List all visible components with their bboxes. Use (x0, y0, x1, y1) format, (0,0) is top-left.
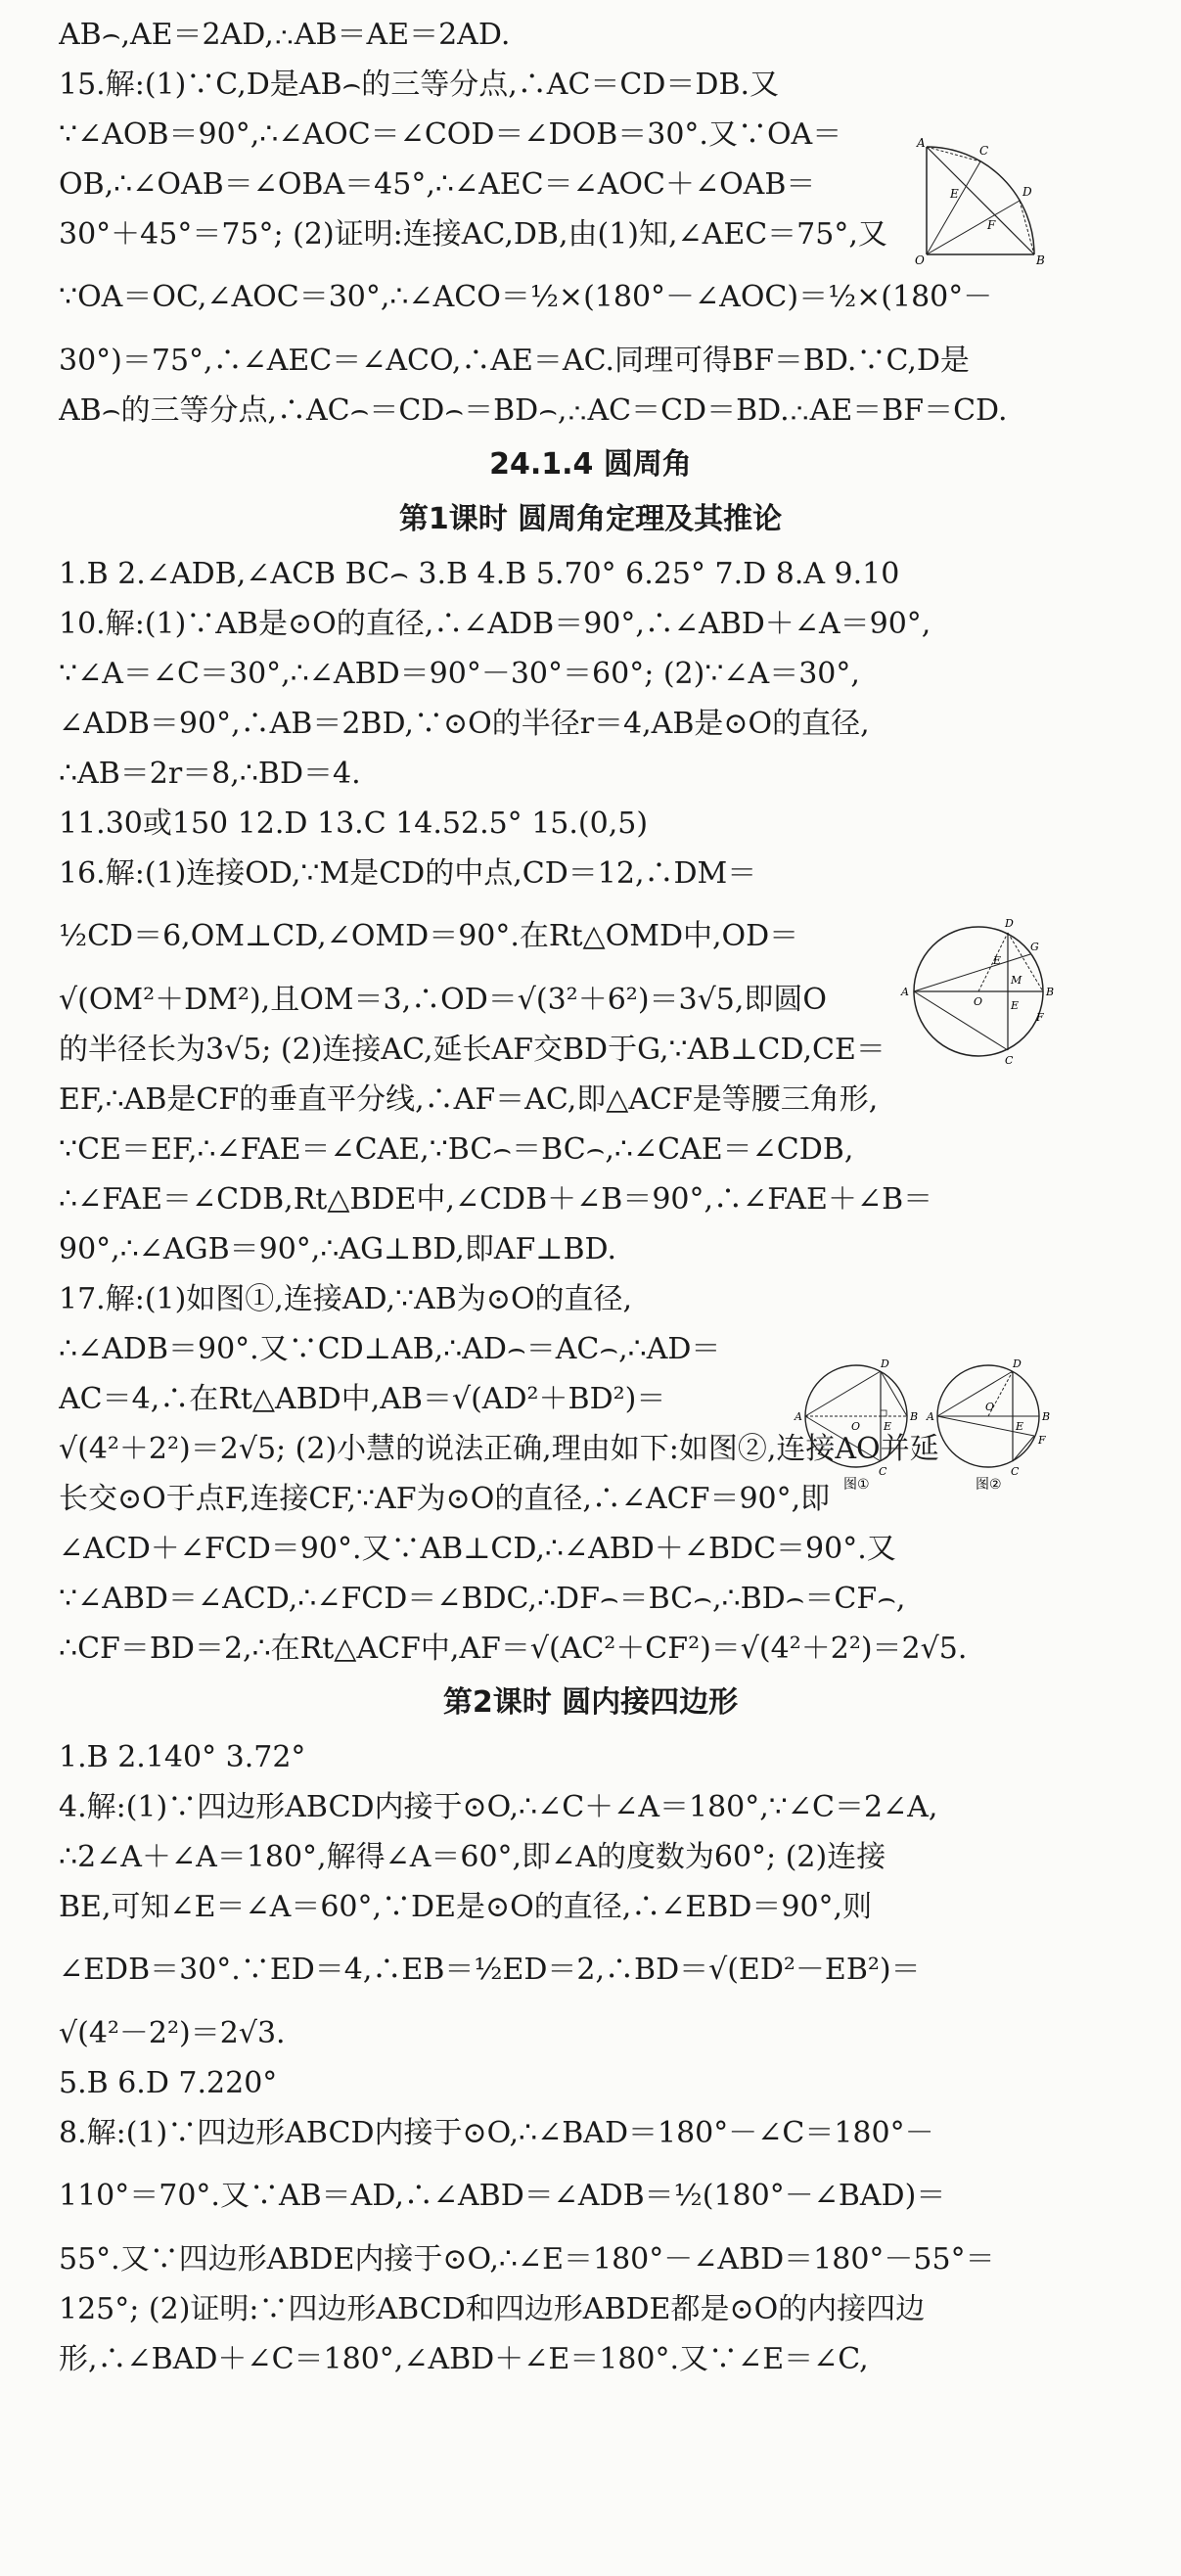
text-line: 8.解:(1)∵四边形ABCD内接于⊙O,∴∠BAD＝180°－∠C＝180°－ (59, 2116, 934, 2150)
text-line: ∵∠AOB＝90°,∴∠AOC＝∠COD＝∠DOB＝30°.又∵OA＝ (59, 117, 842, 152)
fig-label: E (1011, 999, 1020, 1012)
fig-label: A (795, 1410, 802, 1423)
text-line: OB,∴∠OAB＝∠OBA＝45°,∴∠AEC＝∠AOC＋∠OAB＝ (59, 167, 816, 202)
fig-label: B (1042, 1410, 1051, 1423)
text-line: 4.解:(1)∵四边形ABCD内接于⊙O,∴∠C＋∠A＝180°,∵∠C＝2∠A, (59, 1790, 938, 1824)
fig-label: M (1011, 974, 1022, 987)
text-line: ∵∠ABD＝∠ACD,∴∠FCD＝∠BDC,∴DF⌢＝BC⌢,∴BD⌢＝CF⌢, (59, 1582, 906, 1616)
lesson-title: 第1课时 圆周角定理及其推论 (398, 502, 783, 536)
fig-label: E (884, 1420, 892, 1433)
text-line: √(4²－2²)＝2√3. (59, 2016, 286, 2050)
lesson-title: 第2课时 圆内接四边形 (442, 1685, 739, 1720)
text-line: √(4²＋2²)＝2√5; (2)小慧的说法正确,理由如下:如图②,连接AO并延 (59, 1432, 939, 1466)
fig-label: D (881, 1357, 889, 1370)
problem-16-block (59, 849, 871, 1025)
text-line: AB⌢的三等分点,∴AC⌢＝CD⌢＝BD⌢,∴AC＝CD＝BD.∴AE＝BF＝CD. (59, 393, 1008, 428)
section-title: 24.1.4 圆周角 (489, 447, 692, 482)
text-line: 110°＝70°.又∵AB＝AD,∴∠ABD＝∠ADB＝½(180°－∠BAD)＝ (59, 2179, 946, 2213)
answers-line: 11.30或150 12.D 13.C 14.52.5° 15.(0,5) (59, 806, 649, 841)
fig-label: C (879, 1465, 887, 1478)
text-line: ∵∠A＝∠C＝30°,∴∠ABD＝90°－30°＝60°; (2)∵∠A＝30°, (59, 657, 860, 691)
answers-line: 5.B 6.D 7.220° (59, 2066, 278, 2100)
fig-label: C (1011, 1465, 1020, 1478)
text-line: 55°.又∵四边形ABDE内接于⊙O,∴∠E＝180°－∠ABD＝180°－55°＝ (59, 2242, 995, 2277)
text-line: 17.解:(1)如图①,连接AD,∵AB为⊙O的直径, (59, 1282, 633, 1316)
text-line: 125°; (2)证明:∵四边形ABCD和四边形ABDE都是⊙O的内接四边 (59, 2292, 926, 2326)
text-line: 30°)＝75°,∴∠AEC＝∠ACO,∴AE＝AC.同理可得BF＝BD.∵C,D是 (59, 344, 970, 378)
fig-label: O (985, 1401, 995, 1413)
figure-17-1 (793, 1356, 930, 1493)
text-line: ∵OA＝OC,∠AOC＝30°,∴∠ACO＝½×(180°－∠AOC)＝½×(180°－ (59, 280, 993, 314)
figure-caption: 图① (843, 1477, 870, 1493)
fig-label: A (901, 986, 909, 998)
text-line: 形,∴∠BAD＋∠C＝180°,∠ABD＋∠E＝180°.又∵∠E＝∠C, (59, 2342, 869, 2376)
fig-label: F (1038, 1434, 1046, 1447)
answers-line: 1.B 2.∠ADB,∠ACB BC⌢ 3.B 4.B 5.70° 6.25° 7.D 8.A 9.10 (59, 557, 900, 591)
fig-label: E (993, 954, 1002, 967)
text-line: √(OM²＋DM²),且OM＝3,∴OD＝√(3²＋6²)＝3√5,即圆O (59, 983, 827, 1017)
text-line: ∴AB＝2r＝8,∴BD＝4. (59, 757, 361, 791)
text-line: AB⌢,AE＝2AD,∴AB＝AE＝2AD. (59, 18, 511, 52)
text-line: 长交⊙O于点F,连接CF,∵AF为⊙O的直径,∴∠ACF＝90°,即 (59, 1482, 831, 1516)
fig-label: B (1036, 253, 1045, 264)
fig-label: E (1016, 1420, 1024, 1433)
text-line: 90°,∴∠AGB＝90°,∴AG⊥BD,即AF⊥BD. (59, 1232, 617, 1266)
text-line: AC＝4,∴在Rt△ABD中,AB＝√(AD²＋BD²)＝ (59, 1382, 666, 1416)
fig-label: D (1005, 917, 1014, 930)
text-line: 10.解:(1)∵AB是⊙O的直径,∴∠ADB＝90°,∴∠ABD＋∠A＝90°, (59, 607, 931, 641)
text-line: ∴CF＝BD＝2,∴在Rt△ACF中,AF＝√(AC²＋CF²)＝√(4²＋2²)＝2√5. (59, 1632, 968, 1666)
text-line: 15.解:(1)∵C,D是AB⌢的三等分点,∴AC＝CD＝DB.又 (59, 68, 780, 102)
text-line: ∴∠ADB＝90°.又∵CD⊥AB,∴AD⌢＝AC⌢,∴AD＝ (59, 1332, 721, 1366)
text-line: ∠ADB＝90°,∴AB＝2BD,∵⊙O的半径r＝4,AB是⊙O的直径, (59, 707, 870, 741)
fig-label: E (950, 187, 959, 201)
text-line: 30°＋45°＝75°; (2)证明:连接AC,DB,由(1)知,∠AEC＝75°,又 (59, 217, 887, 252)
problem-15-block (59, 10, 871, 209)
fig-label: D (1013, 1357, 1022, 1370)
fig-label: C (1005, 1054, 1014, 1067)
fig-label: A (917, 137, 926, 150)
text-line: BE,可知∠E＝∠A＝60°,∵DE是⊙O的直径,∴∠EBD＝90°,则 (59, 1890, 873, 1924)
fig-label: F (987, 218, 996, 232)
text-line: ∵CE＝EF,∴∠FAE＝∠CAE,∵BC⌢＝BC⌢,∴∠CAE＝∠CDB, (59, 1132, 854, 1167)
figure-17-2 (925, 1356, 1067, 1493)
fig-label: B (1046, 986, 1055, 998)
text-line: EF,∴AB是CF的垂直平分线,∴AF＝AC,即△ACF是等腰三角形, (59, 1082, 879, 1117)
fig-label: F (1036, 1011, 1044, 1024)
fig-label: O (974, 995, 983, 1008)
text-line: ∠EDB＝30°.∵ED＝4,∴EB＝½ED＝2,∴BD＝√(ED²－EB²)＝ (59, 1953, 921, 1987)
figure-15 (915, 137, 1052, 264)
text-line: 16.解:(1)连接OD,∵M是CD的中点,CD＝12,∴DM＝ (59, 856, 757, 891)
fig-label: B (910, 1410, 919, 1423)
fig-label: O (851, 1420, 861, 1433)
fig-label: D (1022, 185, 1032, 199)
figure-caption: 图② (976, 1477, 1002, 1493)
fig-label: C (979, 144, 989, 158)
text-line: ½CD＝6,OM⊥CD,∠OMD＝90°.在Rt△OMD中,OD＝ (59, 919, 799, 953)
fig-label: A (927, 1410, 934, 1423)
text-line: ∴2∠A＋∠A＝180°,解得∠A＝60°,即∠A的度数为60°; (2)连接 (59, 1840, 886, 1874)
figure-16 (895, 915, 1062, 1067)
answers-line: 1.B 2.140° 3.72° (59, 1740, 306, 1774)
text-line: 的半径长为3√5; (2)连接AC,延长AF交BD于G,∵AB⊥CD,CE＝ (59, 1033, 886, 1067)
text-line: ∴∠FAE＝∠CDB,Rt△BDE中,∠CDB＋∠B＝90°,∴∠FAE＋∠B＝ (59, 1182, 933, 1217)
fig-label: G (1030, 941, 1039, 953)
fig-label: O (915, 253, 925, 264)
problem-17-block (59, 1274, 802, 1424)
text-line: ∠ACD＋∠FCD＝90°.又∵AB⊥CD,∴∠ABD＋∠BDC＝90°.又 (59, 1532, 896, 1566)
